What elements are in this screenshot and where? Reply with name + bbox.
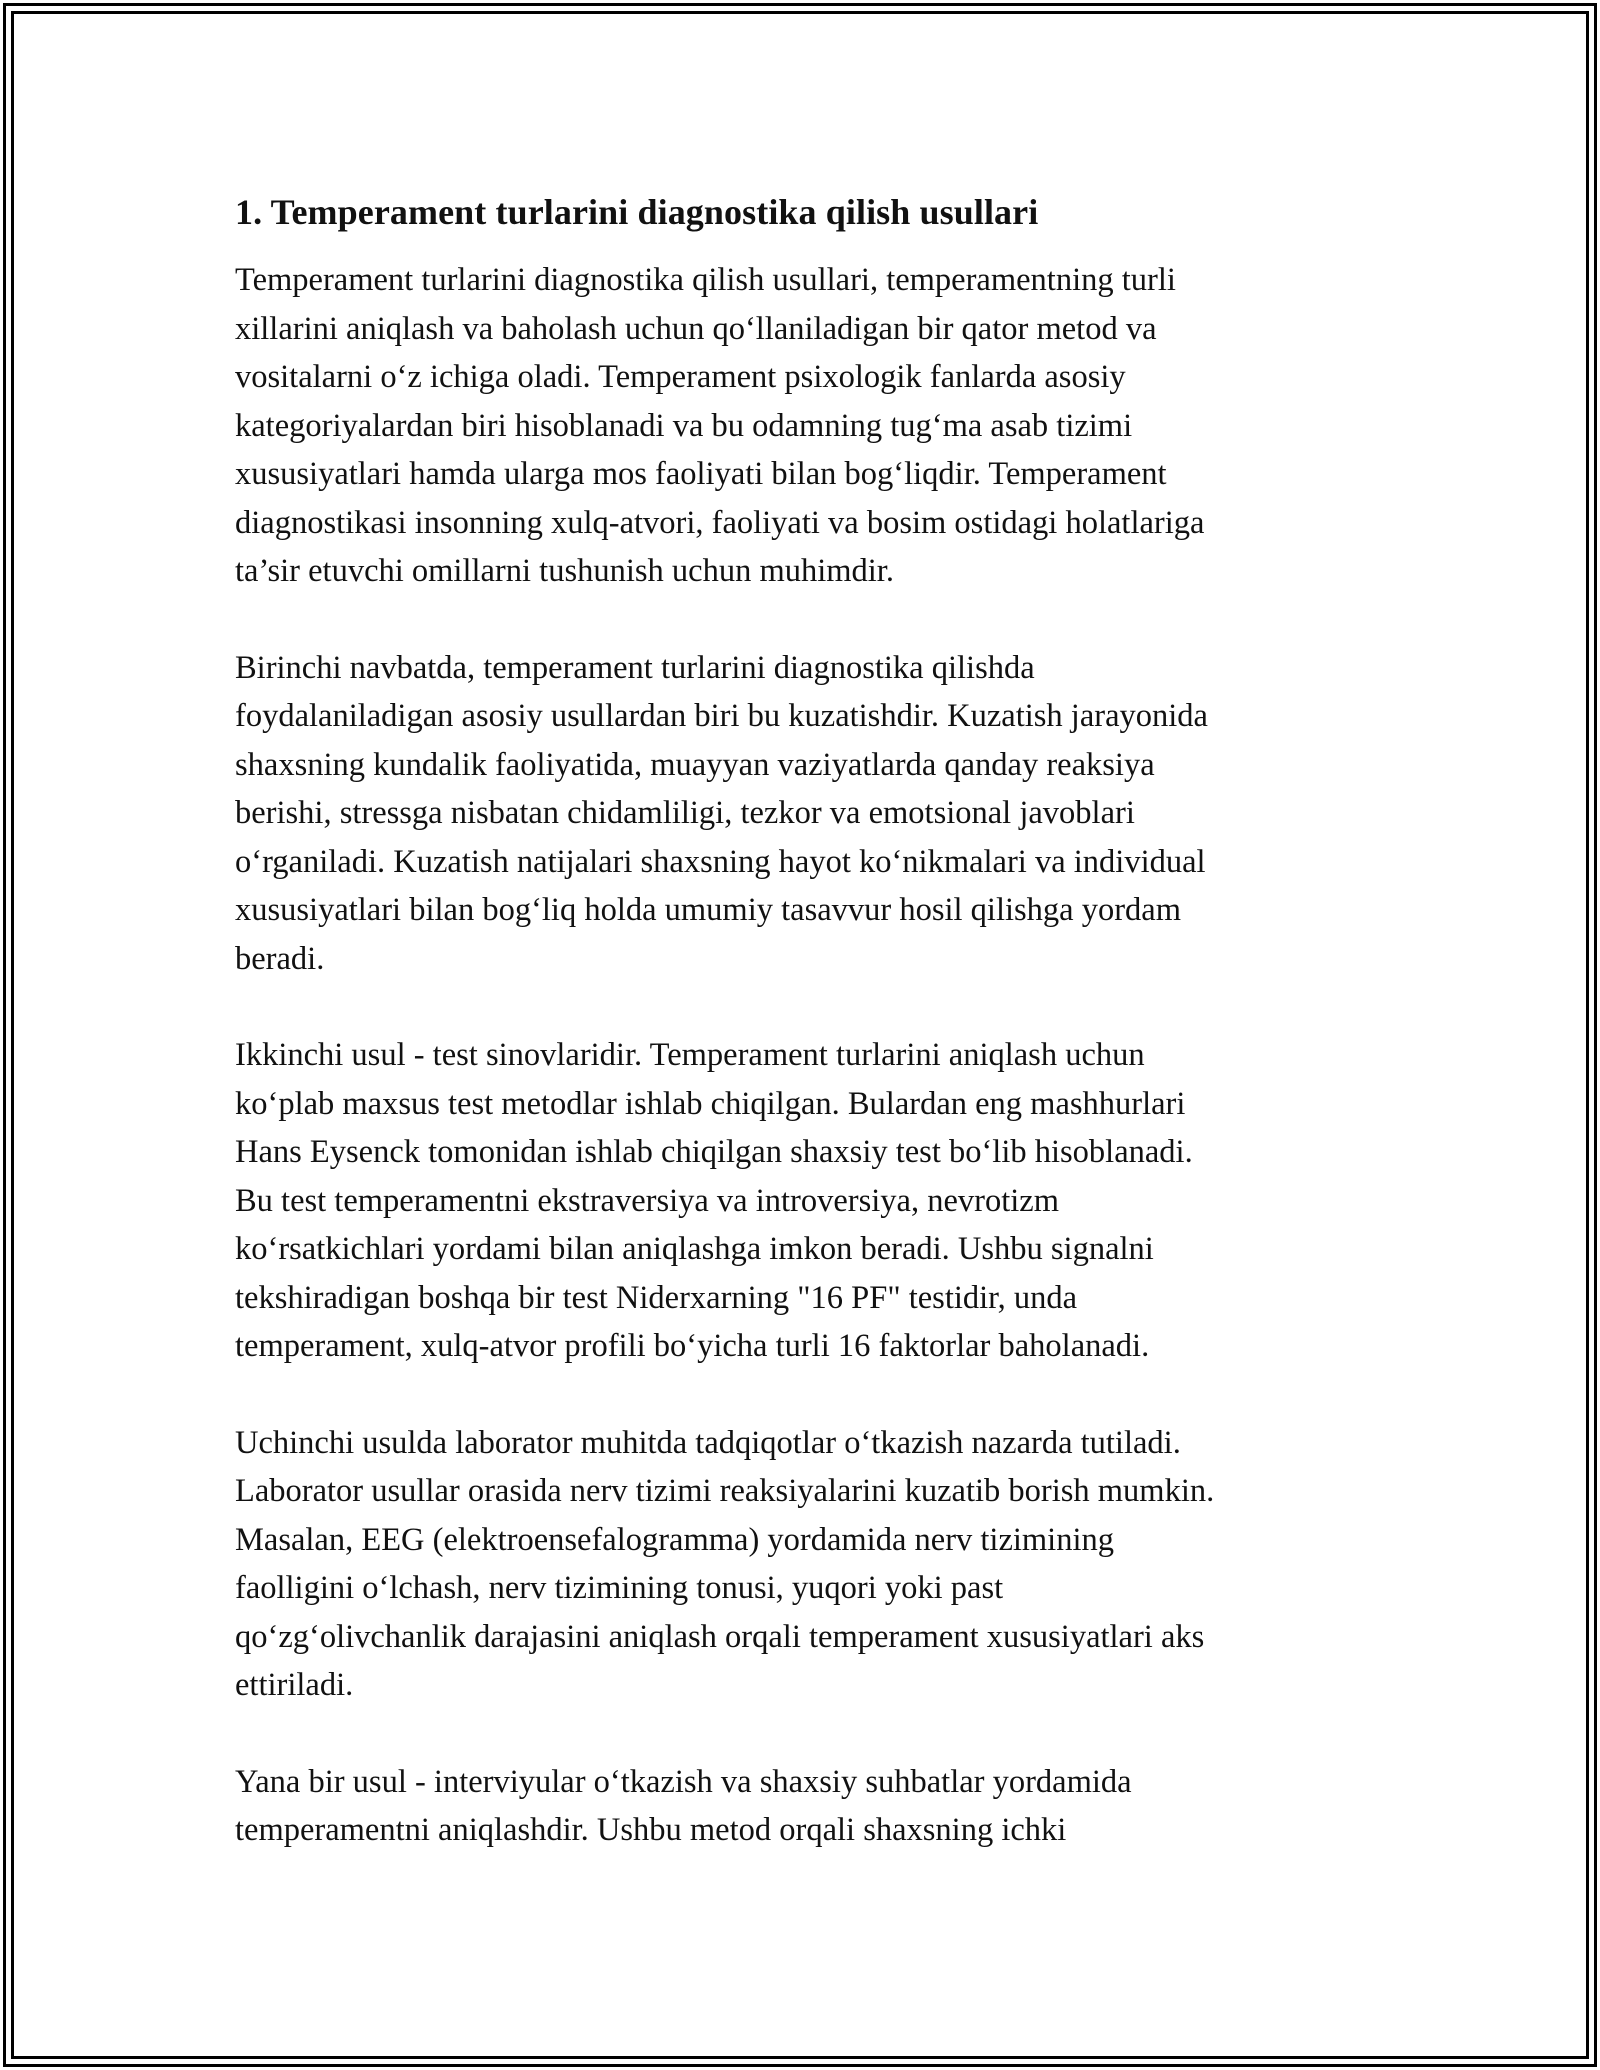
section-heading: 1. Temperament turlarini diagnostika qilish usullari [235,192,1039,232]
paragraph-introduction: Temperament turlarini diagnostika qilish usullari, temperamentning turli xillarini aniqlash va baholash uchun qo‘llaniladigan bir qator metod va vositalarni o‘z ichiga oladi. Temperament psixologik fanlarda asosiy kategoriyalardan biri hisoblanadi va bu odamning tug‘ma asab tizimi xususiyatlari hamda ularga mos faoliyati bilan bog‘liqdir. Temperament diagnostikasi insonning xulq-atvori, faoliyati va bosim ostidagi holatlariga ta’sir etuvchi omillarni tushunish uchun muhimdir. [235,262,1205,589]
paragraph-interview-method: Yana bir usul - interviyular o‘tkazish va shaxsiy suhbatlar yordamida temperamentni aniqlashdir. Ushbu metod orqali shaxsning ichki [235,1763,1132,1848]
paragraph-observation-method: Birinchi navbatda, temperament turlarini diagnostika qilishda foydalaniladigan asosiy usullardan biri bu kuzatishdir. Kuzatish jarayonida shaxsning kundalik faoliyatida, muayyan vaziyatlarda qanday reaksiya berishi, stressga nisbatan chidamliligi, tezkor va emotsional javoblari o‘rganiladi. Kuzatish natijalari shaxsning hayot ko‘nikmalari va individual xususiyatlari bilan bog‘liq holda umumiy tasavvur hosil qilishga yordam beradi. [235,649,1208,977]
paragraph-laboratory-method: Uchinchi usulda laborator muhitda tadqiqotlar o‘tkazish nazarda tutiladi. Laborator usullar orasida nerv tizimi reaksiyalarini kuzatib borish mumkin. Masalan, EEG (elektroensefalogramma) yordamida nerv tizimining faolligini o‘lchash, nerv tizimining tonusi, yuqori yoki past qo‘zg‘olivchanlik darajasini aniqlash orqali temperament xususiyatlari aks ettiriladi. [235,1424,1215,1703]
paragraph-test-method: Ikkinchi usul - test sinovlaridir. Temperament turlarini aniqlash uchun ko‘plab maxsus test metodlar ishlab chiqilgan. Bulardan eng mashhurlari Hans Eysenck tomonidan ishlab chiqilgan shaxsiy test bo‘lib hisoblanadi. Bu test temperamentni ekstraversiya va introversiya, nevrotizm ko‘rsatkichlari yordami bilan aniqlashga imkon beradi. Ushbu signalni tekshiradigan boshqa bir test Niderxarning "16 PF" testidir, unda temperament, xulq-atvor profili bo‘yicha turli 16 faktorlar baholanadi. [235,1037,1193,1364]
document-page [235,186,1365,1855]
